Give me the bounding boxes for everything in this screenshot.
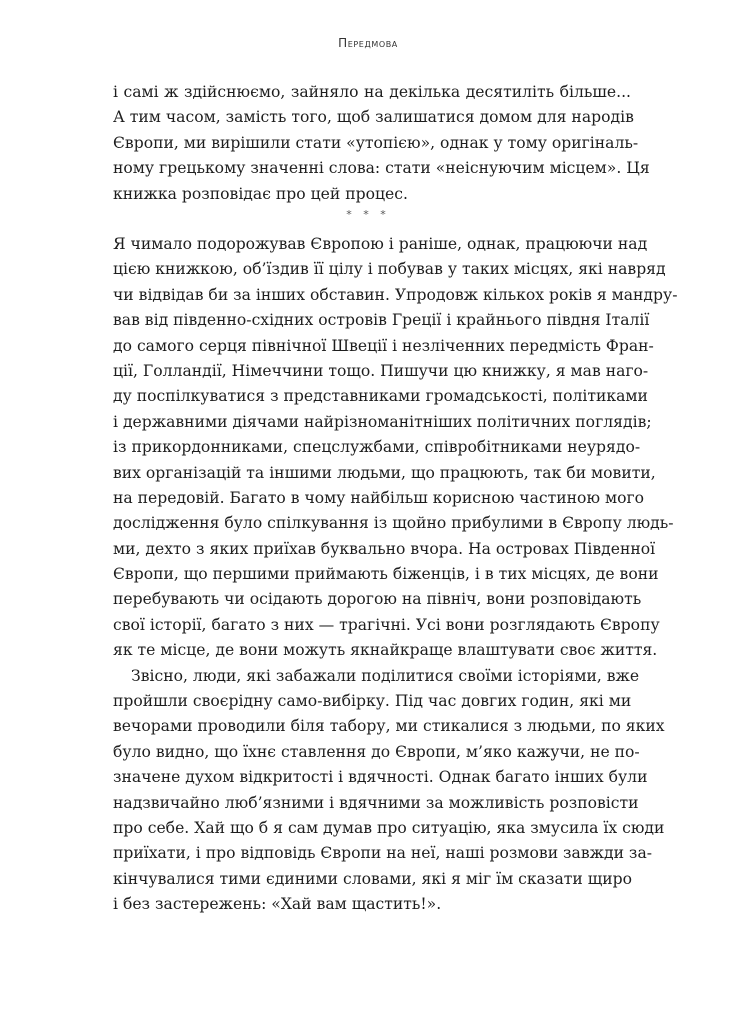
text-line: було видно, що їхнє ставлення до Європи, м’яко кажучи, не по- xyxy=(113,742,640,761)
text-line: ду поспілкуватися з представниками громадськості, політиками xyxy=(113,387,648,406)
text-line: Європи, ми вирішили стати «утопією», однак у тому оригіналь- xyxy=(113,133,639,152)
paragraph-conversations xyxy=(113,664,665,918)
text-line: надзвичайно люб’язними і вдячними за можливість розповісти xyxy=(113,793,639,812)
text-line: ції, Голландії, Німеччини тощо. Пишучи цю книжку, я мав наго- xyxy=(113,361,649,380)
text-line: Я чимало подорожував Європою і раніше, однак, працюючи над xyxy=(113,235,648,253)
text-line: книжка розповідає про цей процес. xyxy=(113,184,408,203)
text-line: кінчувалися тими єдиними словами, які я міг їм сказати щиро xyxy=(113,869,633,888)
text-line: Європи, що першими приймають біженців, і в тих місцях, де вони xyxy=(113,565,659,584)
text-line: свої історії, багато з них — трагічні. Усі вони розглядають Європу xyxy=(113,615,660,634)
text-line: вав від південно-східних островів Греції і крайнього півдня Італії xyxy=(113,311,650,330)
section-separator: * * * xyxy=(346,208,390,221)
text-line: як те місце, де вони можуть якнайкраще влаштувати своє життя. xyxy=(113,641,658,660)
paragraph-travels xyxy=(113,232,678,664)
text-line: пройшли своєрідну само-вибірку. Під час довгих годин, які ми xyxy=(113,692,632,711)
text-line: на передовій. Багато в чому найбільш корисною частиною мого xyxy=(113,488,645,507)
paragraph-intro-continuation xyxy=(113,80,650,207)
text-line: і без застережень: «Хай вам щастить!». xyxy=(113,895,442,914)
text-line: дослідження було спілкування із щойно прибулими в Європу людь- xyxy=(113,514,674,533)
text-line: перебувають чи осідають дорогою на північ, вони розповідають xyxy=(113,590,642,609)
running-head: Передмова xyxy=(338,36,398,50)
text-line: про себе. Хай що б я сам думав про ситуацію, яка змусила їх сюди xyxy=(113,818,665,837)
text-line: чи відвідав би за інших обставин. Упродовж кількох років я мандру- xyxy=(113,285,678,304)
text-line: ному грецькому значенні слова: стати «неіснуючим місцем». Ця xyxy=(113,159,650,178)
text-line: Звісно, люди, які забажали поділитися своїми історіями, вже xyxy=(131,666,640,685)
text-line: ми, дехто з яких приїхав буквально вчора. На островах Південної xyxy=(113,539,656,558)
text-line: значене духом відкритості і вдячності. Однак багато інших були xyxy=(113,768,648,787)
text-line: цією книжкою, об’їздив її цілу і побував у таких місцях, які навряд xyxy=(113,260,666,279)
text-line: із прикордонниками, спецслужбами, співробітниками неурядо- xyxy=(113,438,641,457)
text-line: приїхати, і про відповідь Європи на неї, наші розмови завжди за- xyxy=(113,844,653,863)
text-line: вечорами проводили біля табору, ми стикалися з людьми, по яких xyxy=(113,717,665,736)
text-line: і самі ж здійснюємо, зайняло на декілька десятиліть більше... xyxy=(113,83,631,101)
text-line: вих організацій та іншими людьми, що працюють, так би мовити, xyxy=(113,463,656,482)
body-text xyxy=(113,232,678,918)
text-line: до самого серця північної Швеції і незліченних передмість Фран- xyxy=(113,336,654,355)
text-line: і державними діячами найрізноманітніших політичних поглядів; xyxy=(113,412,652,431)
text-line: А тим часом, замість того, щоб залишатися домом для народів xyxy=(113,108,634,127)
